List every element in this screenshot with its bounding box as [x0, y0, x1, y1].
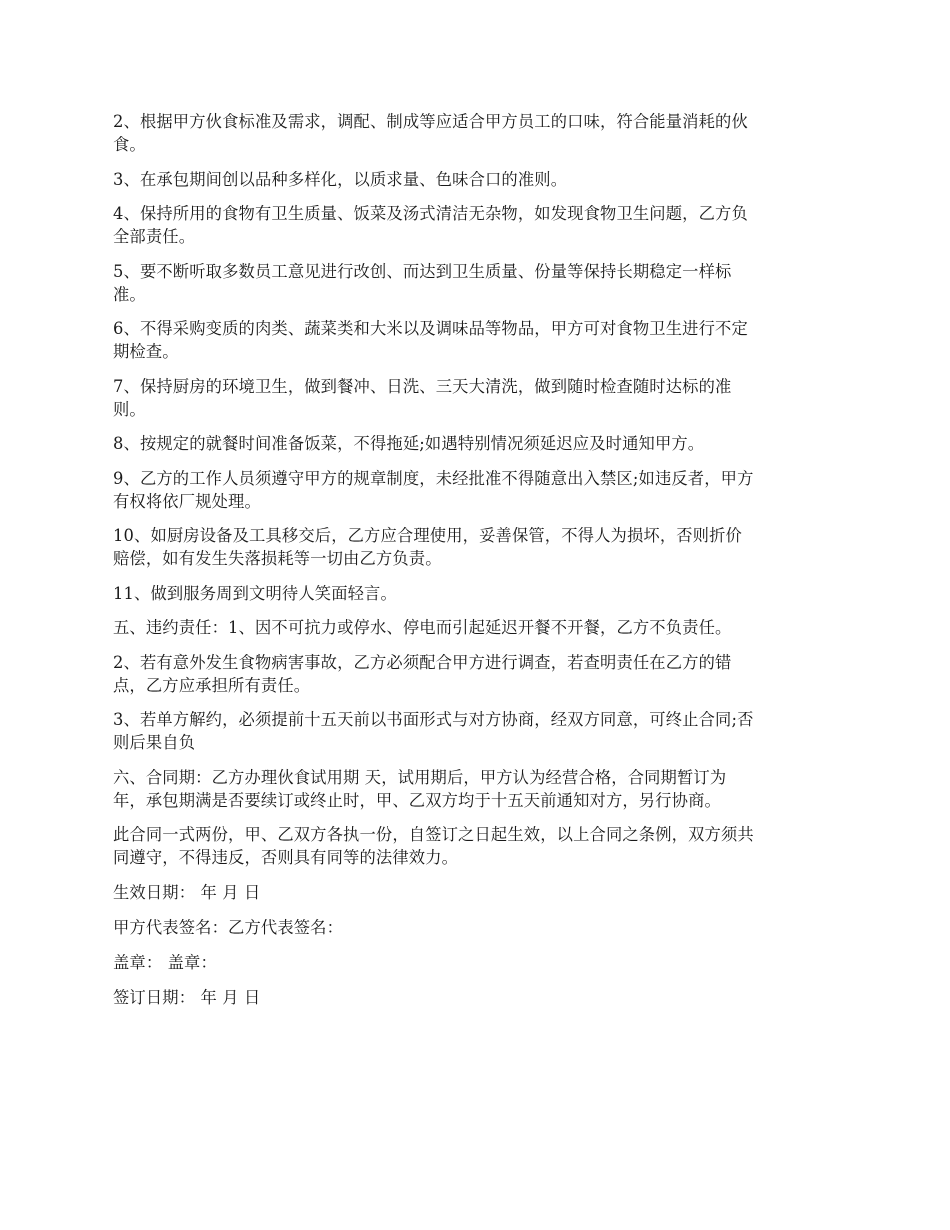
seal-line: 盖章： 盖章： [113, 952, 217, 972]
clause-9: 9、乙方的工作人员须遵守甲方的规章制度，未经批准不得随意出入禁区;如违反者，甲方 有权将依厂规处理。 [113, 468, 754, 511]
clause-3: 3、在承包期间创以品种多样化，以质求量、色味合口的准则。 [113, 169, 568, 189]
contract-copies-statement: 此合同一式两份，甲、乙双方各执一份，自签订之日起生效，以上合同之条例，双方须共 同遵守，不得违反，否则具有同等的法律效力。 [113, 825, 754, 867]
clause-4: 4、保持所用的食物有卫生质量、饭菜及汤式清洁无杂物，如发现食物卫生问题，乙方负 全部责任。 [113, 204, 748, 246]
clause-7: 7、保持厨房的环境卫生，做到餐冲、日洗、三天大清洗，做到随时检查随时达标的准 则。 [113, 376, 732, 419]
clause-11: 11、做到服务周到文明待人笑面轻言。 [113, 583, 397, 603]
signature-line: 甲方代表签名：乙方代表签名： [113, 917, 344, 937]
clause-8: 8、按规定的就餐时间准备饭菜，不得拖延;如遇特别情况须延迟应及时通知甲方。 [113, 434, 705, 453]
contract-period-section: 六、合同期：乙方办理伙食试用期 天，试用期后，甲方认为经营合格，合同期暂订为 年，承包期满是否要续订或终止时，甲、乙双方均于十五天前通知对方，另行协商。 [113, 767, 727, 810]
clause-2: 2、根据甲方伙食标准及需求，调配、制成等应适合甲方员工的口味，符合能量消耗的伙 食。 [113, 112, 748, 154]
effective-date-line: 生效日期： 年 月 日 [113, 882, 261, 902]
signing-date-line: 签订日期： 年 月 日 [113, 987, 261, 1007]
clause-5: 5、要不断听取多数员工意见进行改创、而达到卫生质量、份量等保持长期稳定一样标 准。 [113, 261, 732, 304]
document-page [113, 110, 841, 1021]
breach-liability-clause-2: 2、若有意外发生食物病害事故，乙方必须配合甲方进行调查，若查明责任在乙方的错 点，乙方应承担所有责任。 [113, 652, 732, 695]
breach-liability-clause-3: 3、若单方解约，必须提前十五天前以书面形式与对方协商，经双方同意，可终止合同;否 则后果自负 [113, 710, 754, 752]
clause-10: 10、如厨房设备及工具移交后，乙方应合理使用，妥善保管，不得人为损坏，否则折价 赔偿，如有发生失落损耗等一切由乙方负责。 [113, 526, 742, 568]
breach-liability-clause-1: 五、违约责任：1、因不可抗力或停水、停电而引起延迟开餐不开餐，乙方不负责任。 [113, 618, 732, 637]
clause-6: 6、不得采购变质的肉类、蔬菜类和大米以及调味品等物品，甲方可对食物卫生进行不定 期检查。 [113, 319, 748, 361]
